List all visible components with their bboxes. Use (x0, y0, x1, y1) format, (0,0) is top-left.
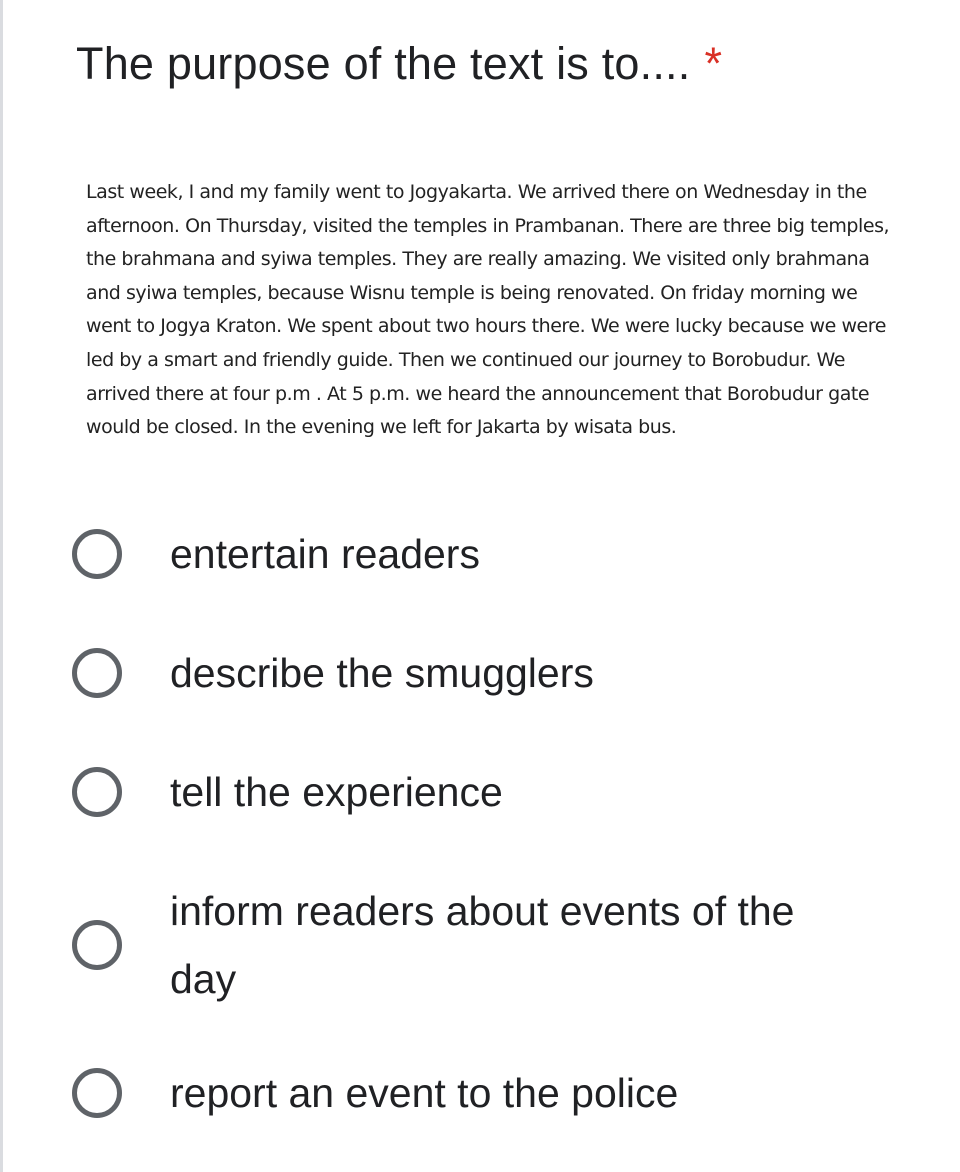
radio-button-unselected[interactable] (72, 920, 122, 970)
radio-button-unselected[interactable] (72, 529, 122, 579)
question-title-text: The purpose of the text is to.... (76, 38, 691, 89)
required-asterisk: * (704, 38, 723, 89)
option-describe-the-smugglers[interactable] (72, 639, 912, 707)
question-title (76, 36, 936, 92)
option-entertain-readers[interactable] (72, 520, 912, 588)
option-label: describe the smugglers (170, 650, 594, 696)
question-passage-image (86, 176, 906, 486)
option-label: report an event to the police (170, 1070, 679, 1116)
option-label: inform readers about events of the day (170, 888, 795, 1002)
option-label: entertain readers (170, 531, 480, 577)
option-tell-the-experience[interactable] (72, 758, 912, 826)
radio-button-unselected[interactable] (72, 648, 122, 698)
radio-button-unselected[interactable] (72, 1068, 122, 1118)
form-card-left-border (0, 0, 3, 1172)
option-report-an-event[interactable] (72, 1059, 912, 1127)
radio-button-unselected[interactable] (72, 767, 122, 817)
option-label: tell the experience (170, 769, 503, 815)
option-inform-readers-about-events[interactable] (72, 877, 912, 1013)
passage-text: Last week, I and my family went to Jogyakarta. We arrived there on Wednesday in the afternoon. On Thursday, visited the temples in Prambanan. There are three big temples, the brahmana and syiwa temples. They are really amazing. We visited only brahmana and syiwa temples, because Wisnu temple is being renovated. On friday morning we went to Jogya Kraton. We spent about two hours there. We were lucky because we were led by a smart and friendly guide. Then we continued our journey to Borobudur. We arrived there at four p.m . At 5 p.m. we heard the announcement that Borobudur gate would be closed. In the evening we left for Jakarta by wisata bus. (86, 181, 890, 439)
